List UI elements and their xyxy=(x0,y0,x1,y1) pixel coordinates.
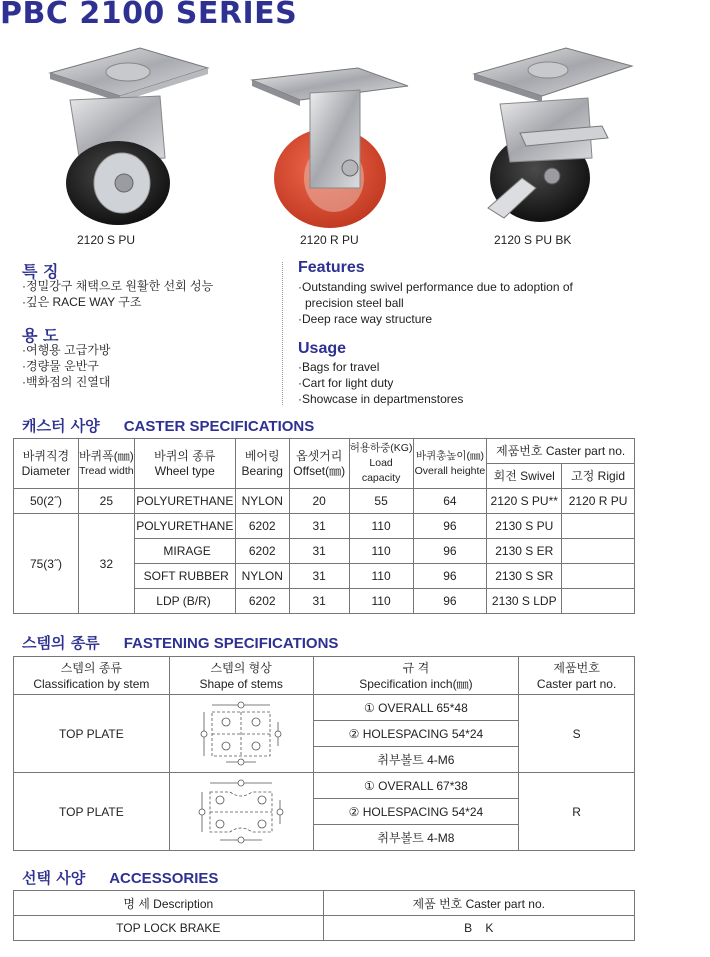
cell-load: 110 xyxy=(349,589,413,614)
cell-height: 64 xyxy=(413,489,487,514)
product-caption: 2120 S PU BK xyxy=(494,233,572,247)
features-list-en xyxy=(298,279,573,327)
header-rigid: 고정 Rigid xyxy=(562,464,635,489)
accessories-table xyxy=(13,890,635,941)
cell-rigid xyxy=(562,514,635,539)
table-row xyxy=(14,489,635,514)
header-bearing: 베어링 Bearing xyxy=(235,439,289,489)
usage-heading-kr: 용 도 xyxy=(22,326,59,345)
list-item: ·Cart for light duty xyxy=(298,376,394,390)
fastening-spec-heading xyxy=(22,632,338,653)
cell-bearing: NYLON xyxy=(235,489,289,514)
cell-part: R xyxy=(519,773,635,851)
cell-load: 110 xyxy=(349,514,413,539)
cell-stem-shape xyxy=(169,695,313,773)
cell-rigid: 2120 R PU xyxy=(562,489,635,514)
cell-overall: ① OVERALL 65*48 xyxy=(313,695,519,721)
cell-offset: 20 xyxy=(289,489,349,514)
usage-list-kr xyxy=(22,342,110,390)
table-row xyxy=(14,514,635,539)
top-plate-diagram-square xyxy=(186,700,296,768)
header-spec: 규 격 Specification inch(㎜) xyxy=(313,657,519,695)
cell-height: 96 xyxy=(413,564,487,589)
header-tread: 바퀴폭(㎜) Tread width xyxy=(78,439,134,489)
cell-wheel: POLYURETHANE xyxy=(134,514,235,539)
header-load: 허용하중(KG) Load capacity xyxy=(349,439,413,489)
fastening-spec-table xyxy=(13,656,635,851)
cell-load: 110 xyxy=(349,564,413,589)
product-caption: 2120 S PU xyxy=(77,233,136,247)
cell-bearing: 6202 xyxy=(235,539,289,564)
cell-tread: 25 xyxy=(78,489,134,514)
fastening-spec-heading-en: FASTENING SPECIFICATIONS xyxy=(123,635,339,652)
column-divider xyxy=(282,262,283,405)
cell-tread: 32 xyxy=(78,514,134,614)
features-heading-en: Features xyxy=(298,259,365,276)
cell-wheel: LDP (B/R) xyxy=(134,589,235,614)
header-part-no: 제품번호 Caster part no. xyxy=(487,439,635,464)
cell-offset: 31 xyxy=(289,564,349,589)
list-item: precision steel ball xyxy=(305,296,404,310)
list-item: ·백화점의 진열대 xyxy=(22,375,111,389)
cell-diameter: 75(3˝) xyxy=(14,514,79,614)
cell-stem-shape xyxy=(169,773,313,851)
list-item: ·Outstanding swivel performance due to adoption of xyxy=(298,280,573,294)
cell-wheel: POLYURETHANE xyxy=(134,489,235,514)
header-part-no: 제품 번호 Caster part no. xyxy=(323,891,634,916)
top-plate-diagram-rigid xyxy=(186,778,296,846)
cell-swivel: 2120 S PU** xyxy=(487,489,562,514)
cell-bolt: 취부볼트 4-M6 xyxy=(313,747,519,773)
cell-offset: 31 xyxy=(289,514,349,539)
cell-diameter: 50(2˝) xyxy=(14,489,79,514)
page-title: PBC 2100 SERIES xyxy=(0,0,298,31)
cell-swivel: 2130 S SR xyxy=(487,564,562,589)
table-row xyxy=(14,773,635,799)
cell-height: 96 xyxy=(413,539,487,564)
cell-holespacing: ② HOLESPACING 54*24 xyxy=(313,721,519,747)
accessories-heading-en: ACCESSORIES xyxy=(109,870,219,887)
cell-swivel: 2130 S ER xyxy=(487,539,562,564)
cell-bearing: NYLON xyxy=(235,564,289,589)
cell-rigid xyxy=(562,564,635,589)
header-description: 명 세 Description xyxy=(14,891,324,916)
cell-holespacing: ② HOLESPACING 54*24 xyxy=(313,799,519,825)
caster-spec-heading-kr: 캐스터 사양 xyxy=(22,417,100,435)
cell-part: S xyxy=(519,695,635,773)
fastening-spec-heading-kr: 스템의 종류 xyxy=(22,634,100,652)
cell-bearing: 6202 xyxy=(235,514,289,539)
caster-spec-heading-en: CASTER SPECIFICATIONS xyxy=(123,418,315,435)
cell-offset: 31 xyxy=(289,589,349,614)
cell-height: 96 xyxy=(413,589,487,614)
cell-classification: TOP PLATE xyxy=(14,695,170,773)
table-row xyxy=(14,916,635,941)
table-row xyxy=(14,695,635,721)
list-item: ·정밀강구 채택으로 원활한 선회 성능 xyxy=(22,279,214,293)
caster-spec-table xyxy=(13,438,635,614)
usage-heading-en: Usage xyxy=(298,340,347,357)
caster-photo-rigid xyxy=(248,38,413,228)
cell-classification: TOP PLATE xyxy=(14,773,170,851)
cell-load: 55 xyxy=(349,489,413,514)
cell-wheel: SOFT RUBBER xyxy=(134,564,235,589)
cell-height: 96 xyxy=(413,514,487,539)
cell-rigid xyxy=(562,539,635,564)
accessories-heading-kr: 선택 사양 xyxy=(22,869,86,887)
cell-load: 110 xyxy=(349,539,413,564)
cell-offset: 31 xyxy=(289,539,349,564)
header-shape: 스템의 형상 Shape of stems xyxy=(169,657,313,695)
cell-rigid xyxy=(562,589,635,614)
cell-overall: ① OVERALL 67*38 xyxy=(313,773,519,799)
cell-swivel: 2130 S LDP xyxy=(487,589,562,614)
header-classification: 스템의 종류 Classification by stem xyxy=(14,657,170,695)
features-heading-kr: 특 징 xyxy=(22,262,59,281)
list-item: ·Deep race way structure xyxy=(298,312,433,326)
header-diameter: 바퀴직경 Diameter xyxy=(14,439,79,489)
header-wheel: 바퀴의 종류 Wheel type xyxy=(134,439,235,489)
list-item: ·경량물 운반구 xyxy=(22,359,99,373)
list-item: ·여행용 고급가방 xyxy=(22,343,111,357)
cell-description: TOP LOCK BRAKE xyxy=(14,916,324,941)
product-caption: 2120 R PU xyxy=(300,233,359,247)
caster-spec-heading xyxy=(22,415,314,436)
accessories-heading xyxy=(22,867,218,888)
usage-list-en xyxy=(298,359,463,407)
header-swivel: 회전 Swivel xyxy=(487,464,562,489)
caster-photo-swivel xyxy=(40,38,215,228)
list-item: ·Bags for travel xyxy=(298,360,380,374)
cell-part: B K xyxy=(323,916,634,941)
cell-bolt: 취부볼트 4-M8 xyxy=(313,825,519,851)
caster-photo-brake xyxy=(470,38,645,228)
features-list-kr xyxy=(22,278,213,310)
list-item: ·깊은 RACE WAY 구조 xyxy=(22,295,142,309)
header-part-no: 제품번호 Caster part no. xyxy=(519,657,635,695)
cell-wheel: MIRAGE xyxy=(134,539,235,564)
cell-swivel: 2130 S PU xyxy=(487,514,562,539)
header-offset: 옵셋거리 Offset(㎜) xyxy=(289,439,349,489)
cell-bearing: 6202 xyxy=(235,589,289,614)
header-height: 바퀴총높이(㎜) Overall heighte xyxy=(413,439,487,489)
list-item: ·Showcase in departmenstores xyxy=(298,392,464,406)
